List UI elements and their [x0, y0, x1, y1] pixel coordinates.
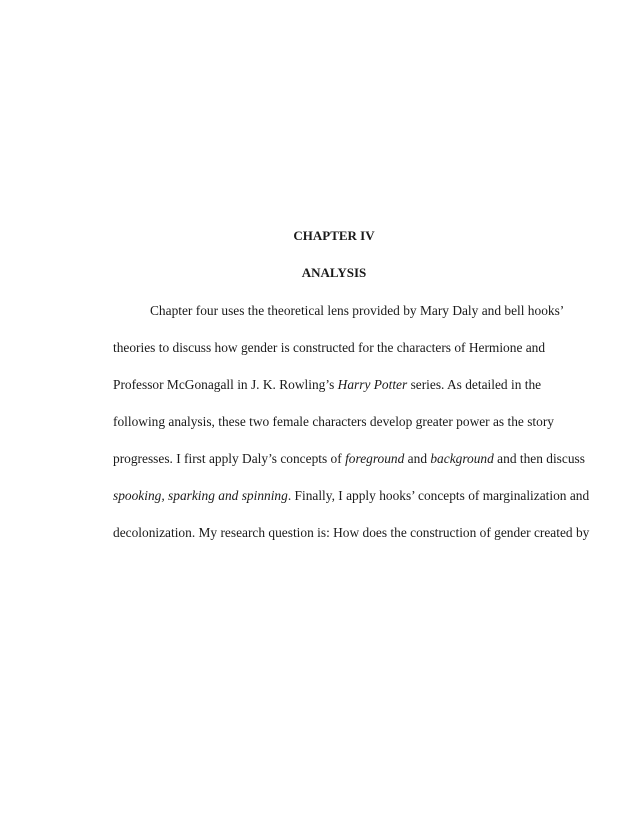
- text-span: . Finally, I apply hooks’ concepts of marginalization and: [287, 488, 590, 503]
- text-span: theories to discuss how gender is constructed for the characters of Hermione and: [113, 340, 546, 355]
- paragraph1-line-3: [113, 377, 541, 393]
- paragraph1-line-6: [113, 488, 589, 504]
- paragraph1-line-7: [113, 525, 589, 541]
- text-span: following analysis, these two female characters develop greater power as the story: [113, 414, 554, 429]
- paragraph1-line-1: [150, 303, 564, 319]
- paragraph1-line-5: [113, 451, 585, 467]
- text-span: and: [404, 451, 431, 466]
- text-span: and then discuss: [493, 451, 585, 466]
- chapter-number-heading: CHAPTER IV: [293, 228, 375, 243]
- paragraph1-line-4: [113, 414, 554, 430]
- text-span: Chapter four uses the theoretical lens provided by Mary Daly and bell hooks’: [150, 303, 565, 318]
- text-span: Professor McGonagall in J. K. Rowling’s: [113, 377, 338, 392]
- italic-term: background: [430, 451, 494, 466]
- paragraph1-line-2: [113, 340, 545, 356]
- italic-book-title: Harry Potter: [337, 377, 408, 392]
- text-span: decolonization. My research question is: How does the construction of gender created by: [113, 525, 590, 540]
- text-span: series. As detailed in the: [407, 377, 542, 392]
- italic-term: foreground: [345, 451, 405, 466]
- text-span: progresses. I first apply Daly’s concepts of: [113, 451, 346, 466]
- chapter-title: ANALYSIS: [301, 265, 367, 280]
- italic-term: spooking, sparking and spinning: [113, 488, 288, 503]
